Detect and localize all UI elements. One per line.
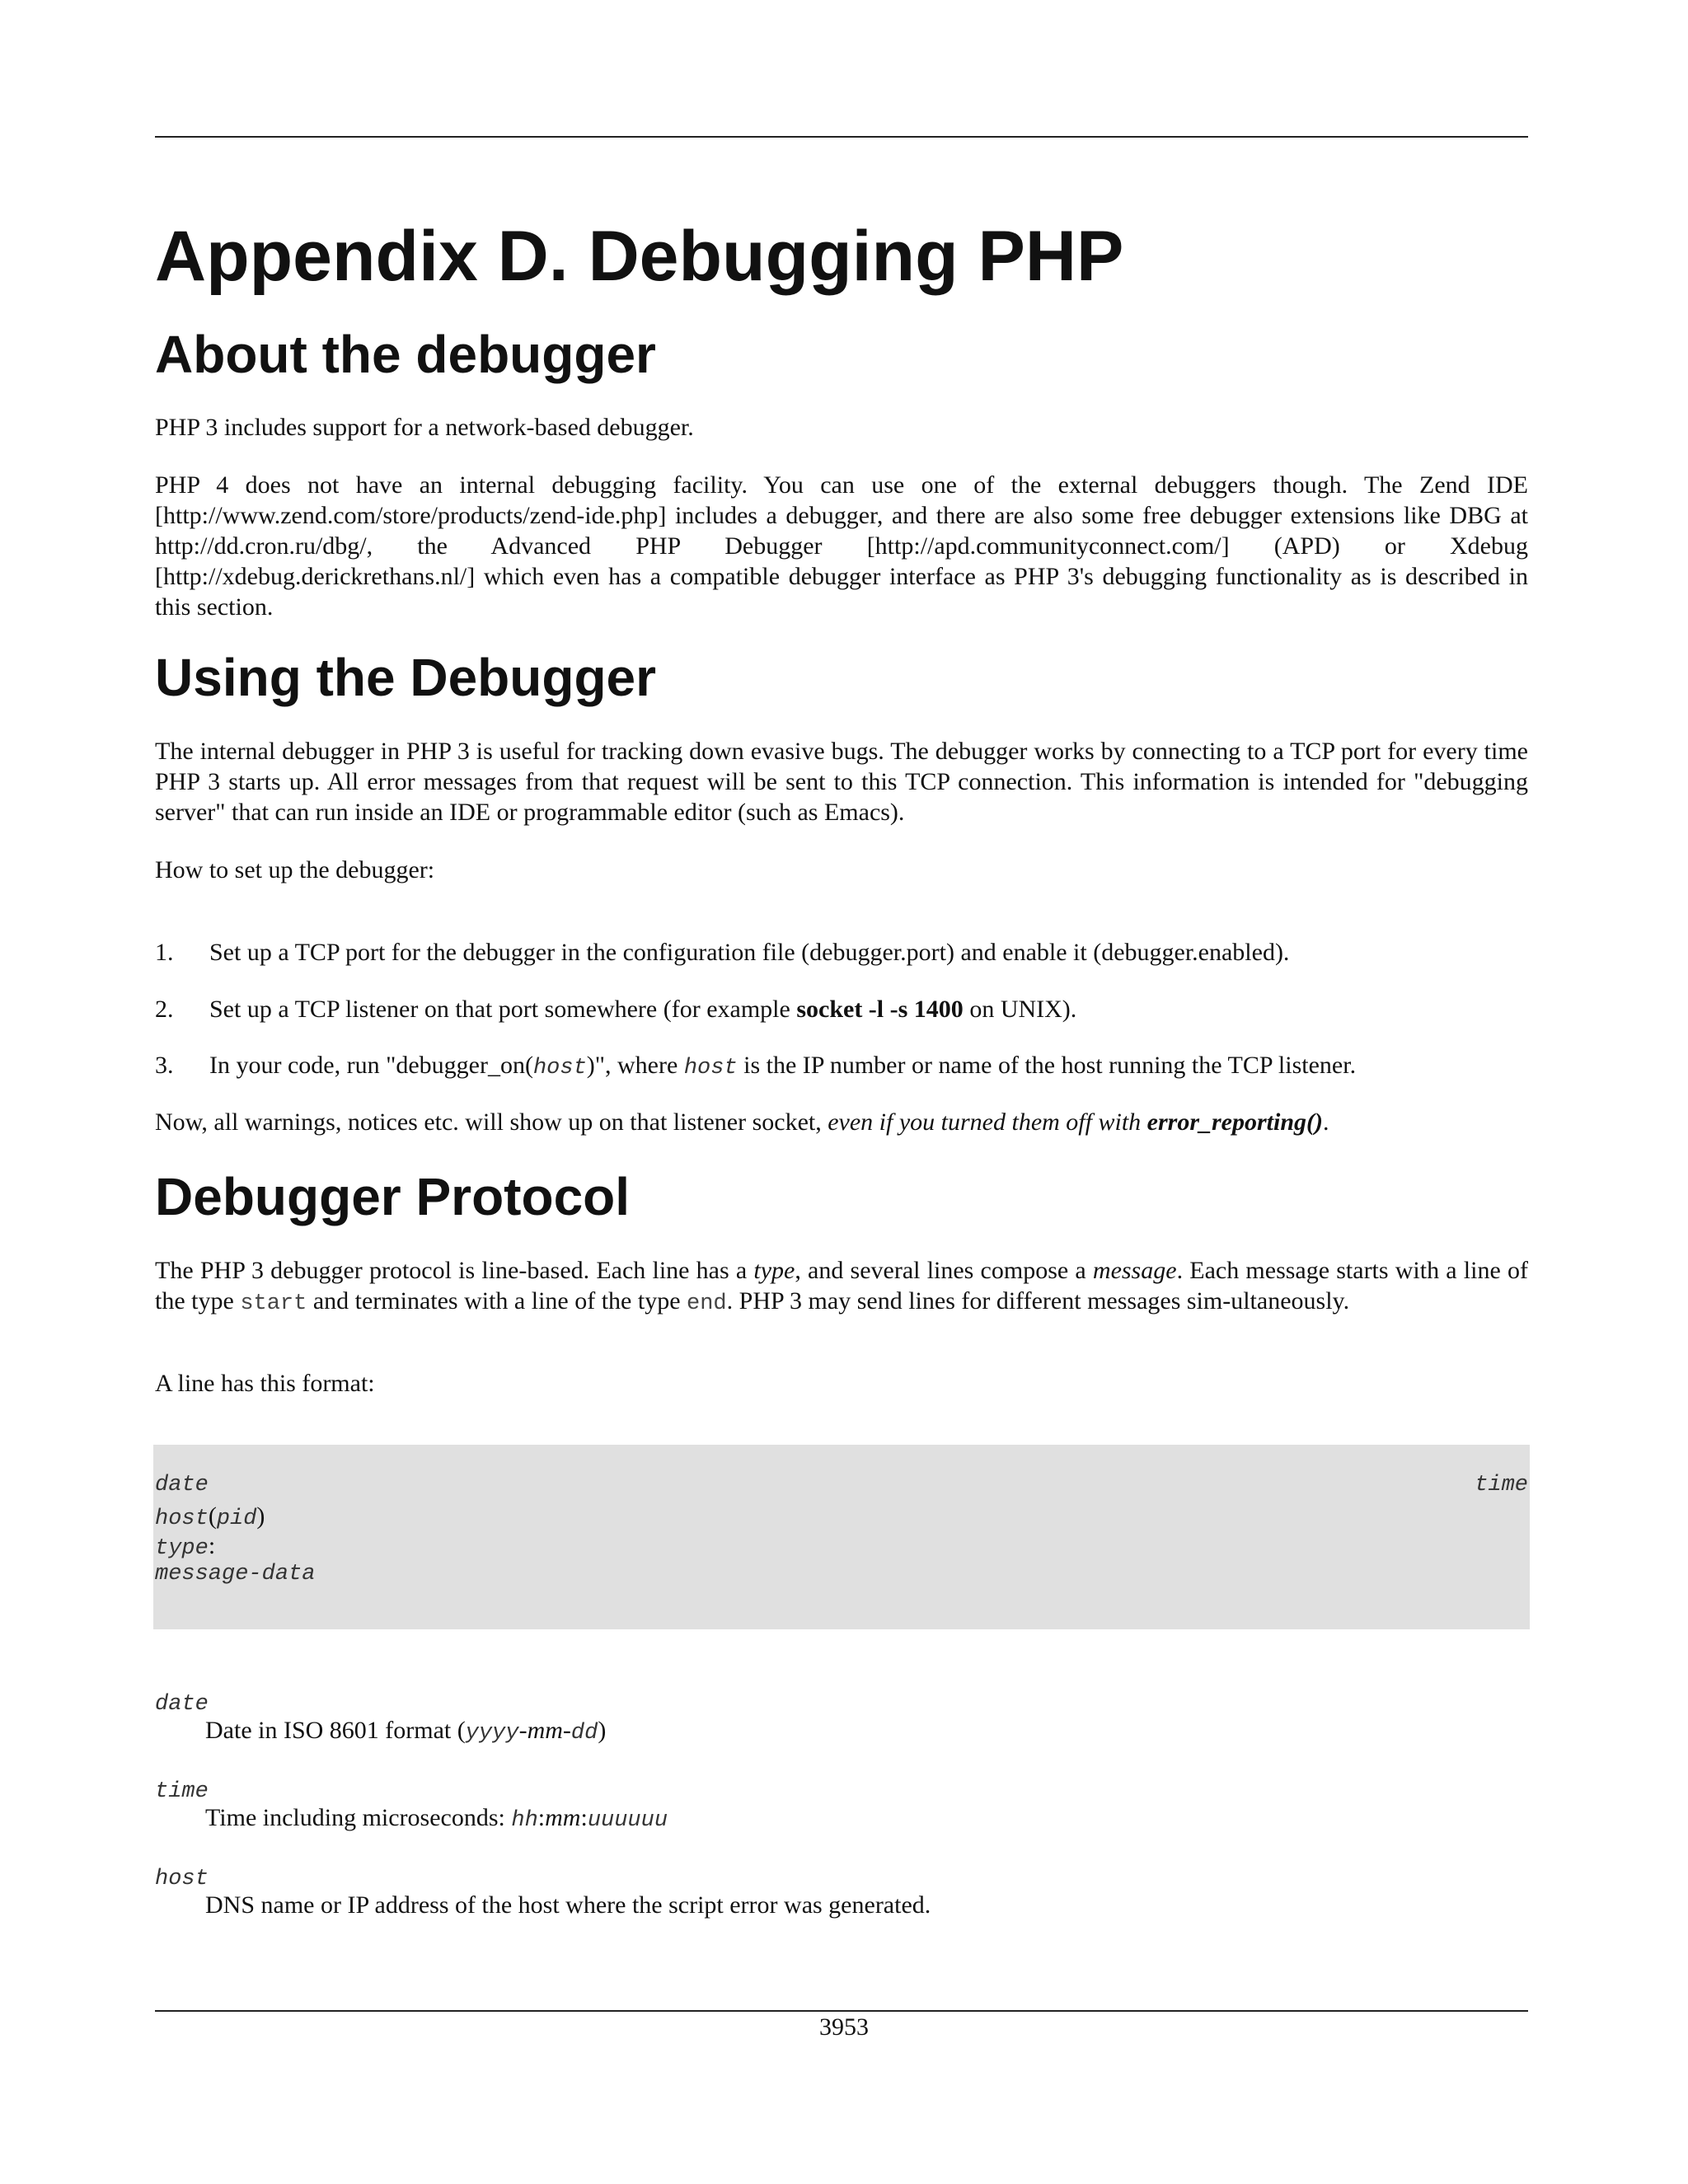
definition-date	[205, 1715, 606, 1749]
placeholder-text: yyyy	[465, 1721, 519, 1746]
text-run: The PHP 3 debugger protocol is line-based. Each line has a	[155, 1257, 754, 1284]
using-paragraph-1: The internal debugger in PHP 3 is useful for tracking down evasive bugs. The debugger works by connecting to a TCP port for every time PHP 3 starts up. All error messages from that request will be sent to this TCP connection. This information is intended for "debugging server" that can run inside an IDE or programmable editor (such as Emacs).	[155, 738, 1528, 826]
using-paragraph-3	[155, 1107, 1528, 1137]
code-line	[1475, 1473, 1528, 1497]
list-item-text: Set up a TCP port for the debugger in the configuration file (debugger.port) and enable it (debugger.enabled).	[209, 939, 1290, 966]
placeholder-text: mm	[545, 1804, 581, 1831]
step-text: on UNIX).	[963, 996, 1077, 1023]
emphasis-text: even if you turned them off with	[828, 1108, 1147, 1136]
about-paragraph-1: PHP 3 includes support for a network-based debugger.	[155, 414, 694, 441]
text-run: . Each message starts with a line of the type	[155, 1257, 1528, 1315]
code-line	[155, 1502, 265, 1531]
step-text: )", where	[586, 1052, 684, 1079]
parameter-text: host	[683, 1056, 738, 1080]
field-date: date	[155, 1473, 209, 1497]
protocol-paragraph-1	[155, 1255, 1528, 1319]
about-paragraph-2: PHP 4 does not have an internal debugging facility. You can use one of the external debuggers though. The Zend IDE [http://www.zend.com/store/products/zend-ide.php] includes a debugger, and there are also some free debugger extensions like DBG at http://dd.cron.ru/dbg/, the Advanced PHP Debugger [http://apd.communityconnect.com/] (APD) or Xdebug [http://xdebug.derickrethans.nl/] which even has a compatible debugger interface as PHP 3's debugging functionality as is described in this section.	[155, 471, 1528, 621]
definition-time	[205, 1802, 668, 1836]
field-message-data: message-data	[155, 1562, 316, 1586]
punctuation: (	[208, 1502, 217, 1530]
emphasis-text: type	[753, 1257, 795, 1284]
code-line	[155, 1562, 315, 1586]
text-run: Time including microseconds:	[205, 1804, 512, 1831]
parameter-text: host	[532, 1056, 587, 1080]
punctuation: -	[562, 1717, 571, 1744]
field-type: type	[155, 1536, 209, 1561]
text-run: , and several lines compose a	[795, 1257, 1093, 1284]
text-run: and terminates with a line of the type	[307, 1287, 687, 1315]
field-time: time	[1475, 1473, 1528, 1497]
protocol-paragraph-2: A line has this format:	[155, 1370, 375, 1397]
list-item-number: 3.	[155, 1052, 174, 1079]
format-code-block	[153, 1445, 1530, 1629]
punctuation: :	[537, 1804, 546, 1831]
text-run: .	[1323, 1108, 1329, 1136]
punctuation: )	[256, 1502, 265, 1530]
definition-term-date: date	[155, 1692, 209, 1717]
punctuation: :	[208, 1532, 216, 1559]
section-heading-protocol: Debugger Protocol	[155, 1167, 631, 1226]
code-literal: start	[240, 1291, 307, 1316]
step-text: In your code, run "debugger_on(	[209, 1052, 533, 1079]
function-name: error_reporting()	[1146, 1108, 1323, 1136]
text-run: Now, all warnings, notices etc. will show up on that listener socket,	[155, 1108, 828, 1136]
placeholder-text: hh	[511, 1808, 538, 1833]
list-item-number: 1.	[155, 939, 174, 966]
step-text: is the IP number or name of the host running the TCP listener.	[737, 1052, 1357, 1079]
page-number: 3953	[819, 2013, 869, 2041]
text-run: )	[598, 1717, 607, 1744]
text-run: . PHP 3 may send lines for different messages sim-ultaneously.	[726, 1287, 1350, 1315]
section-heading-using: Using the Debugger	[155, 648, 657, 707]
page-title: Appendix D. Debugging PHP	[155, 217, 1124, 296]
section-heading-about: About the debugger	[155, 325, 656, 384]
field-host: host	[155, 1507, 209, 1531]
header-rule	[155, 136, 1528, 138]
punctuation: :	[580, 1804, 588, 1831]
code-literal: end	[687, 1291, 727, 1316]
placeholder-text: uuuuuu	[587, 1808, 668, 1833]
using-paragraph-2: How to set up the debugger:	[155, 856, 435, 883]
placeholder-text: mm	[527, 1717, 563, 1744]
list-item-text	[209, 1050, 1356, 1084]
code-line	[155, 1532, 215, 1561]
footer-rule	[155, 2010, 1528, 2012]
placeholder-text: dd	[570, 1721, 598, 1746]
definition-host: DNS name or IP address of the host where the script error was generated.	[205, 1891, 931, 1919]
code-line	[155, 1473, 209, 1497]
emphasis-text: message	[1092, 1257, 1177, 1284]
list-item-text	[209, 994, 1076, 1024]
punctuation: -	[518, 1717, 528, 1744]
list-item-number: 2.	[155, 996, 174, 1023]
text-run: Date in ISO 8601 format (	[205, 1717, 466, 1744]
definition-term-host: host	[155, 1867, 209, 1891]
field-pid: pid	[216, 1507, 257, 1531]
command-text: socket -l -s 1400	[796, 996, 964, 1023]
step-text: Set up a TCP listener on that port somewhere (for example	[209, 996, 797, 1023]
definition-term-time: time	[155, 1779, 209, 1804]
